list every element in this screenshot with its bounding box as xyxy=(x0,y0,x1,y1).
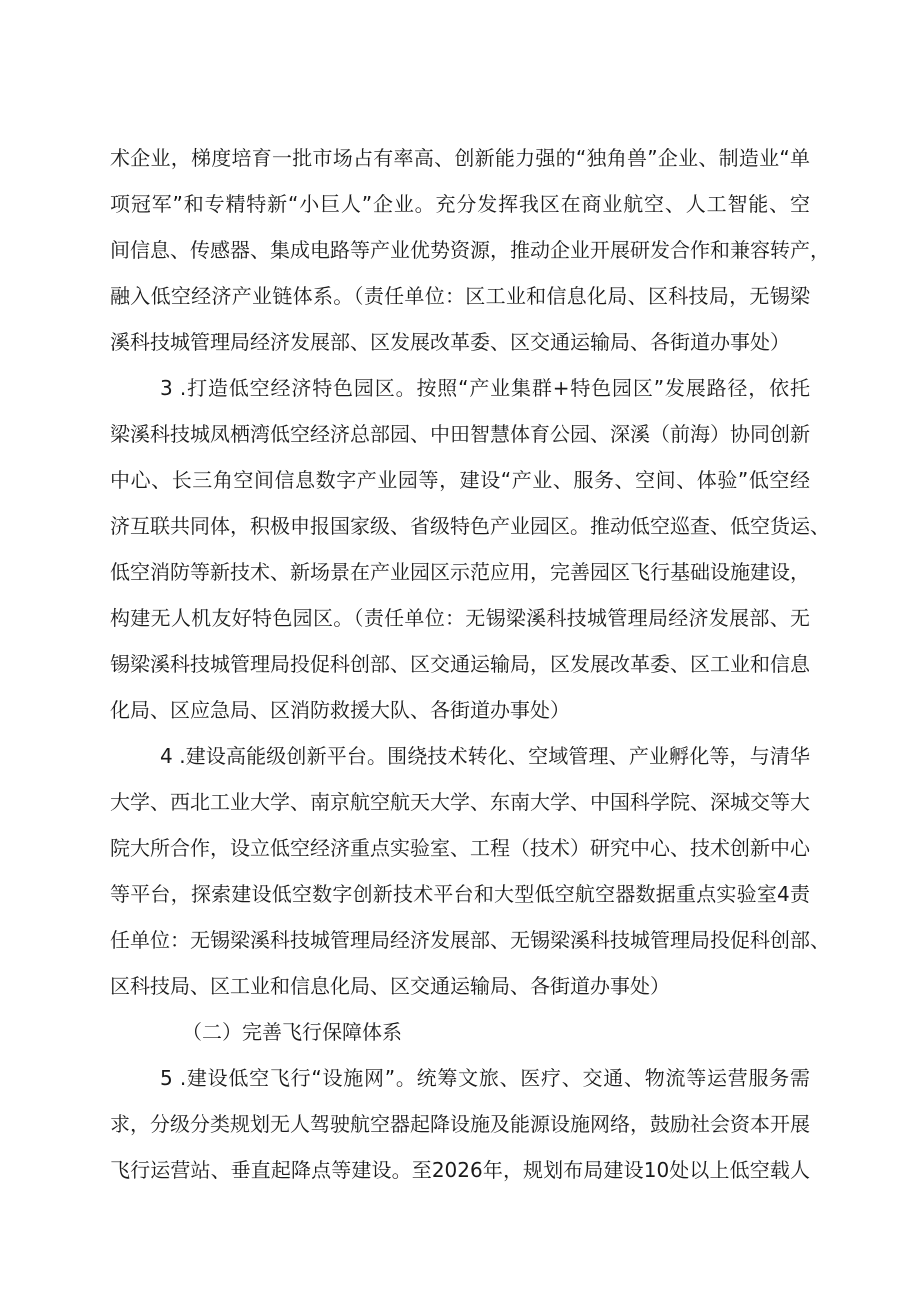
text-line: 大学、西北工业大学、南京航空航天大学、东南大学、中国科学院、深城交等大 xyxy=(110,790,810,814)
text-line: 任单位：无锡梁溪科技城管理局经济发展部、无锡梁溪科技城管理局投促科创部、 xyxy=(110,928,830,952)
paragraph-3-heading-line: 3 .打造低空经济特色园区。按照“产业集群+特色园区”发展路径，依托 xyxy=(160,376,810,400)
text-line: 区科技局、区工业和信息化局、区交通运输局、各街道办事处） xyxy=(110,974,670,998)
text-line: 低空消防等新技术、新场景在产业园区示范应用，完善园区飞行基础设施建设， xyxy=(110,560,810,584)
text-line: 化局、区应急局、区消防救援大队、各街道办事处） xyxy=(110,698,570,722)
text-line: 等平台，探索建设低空数字创新技术平台和大型低空航空器数据重点实验室4责 xyxy=(110,882,810,906)
text-line: 溪科技城管理局经济发展部、区发展改革委、区交通运输局、各街道办事处） xyxy=(110,330,790,354)
text-line: 锡梁溪科技城管理局投促科创部、区交通运输局，区发展改革委、区工业和信息 xyxy=(110,652,810,676)
text-line: 求，分级分类规划无人驾驶航空器起降设施及能源设施网络，鼓励社会资本开展 xyxy=(110,1112,810,1136)
text-line: 梁溪科技城凤栖湾低空经济总部园、中田智慧体育公园、深溪（前海）协同创新 xyxy=(110,422,810,446)
paragraph-5-heading-line: 5 .建设低空飞行“设施网”。统筹文旅、医疗、交通、物流等运营服务需 xyxy=(160,1066,810,1090)
text-line: 中心、长三角空间信息数字产业园等，建设“产业、服务、空间、体验”低空经 xyxy=(110,468,810,492)
text-line: 间信息、传感器、集成电路等产业优势资源，推动企业开展研发合作和兼容转产， xyxy=(110,238,830,262)
text-line: 术企业，梯度培育一批市场占有率高、创新能力强的“独角兽”企业、制造业“单 xyxy=(110,146,810,170)
text-line: 济互联共同体，积极申报国家级、省级特色产业园区。推动低空巡查、低空货运、 xyxy=(110,514,830,538)
text-line: 构建无人机友好特色园区。（责任单位：无锡梁溪科技城管理局经济发展部、无 xyxy=(110,606,810,630)
section-subheading: （二）完善飞行保障体系 xyxy=(182,1020,402,1044)
text-line: 飞行运营站、垂直起降点等建设。至2026年，规划布局建设10处以上低空载人 xyxy=(110,1158,810,1182)
text-line: 融入低空经济产业链体系。（责任单位：区工业和信息化局、区科技局，无锡梁 xyxy=(110,284,810,308)
paragraph-4-heading-line: 4 .建设高能级创新平台。围绕技术转化、空域管理、产业孵化等，与清华 xyxy=(160,744,810,768)
text-line: 院大所合作，设立低空经济重点实验室、工程（技术）研究中心、技术创新中心 xyxy=(110,836,810,860)
text-line: 项冠军”和专精特新“小巨人”企业。充分发挥我区在商业航空、人工智能、空 xyxy=(110,192,810,216)
